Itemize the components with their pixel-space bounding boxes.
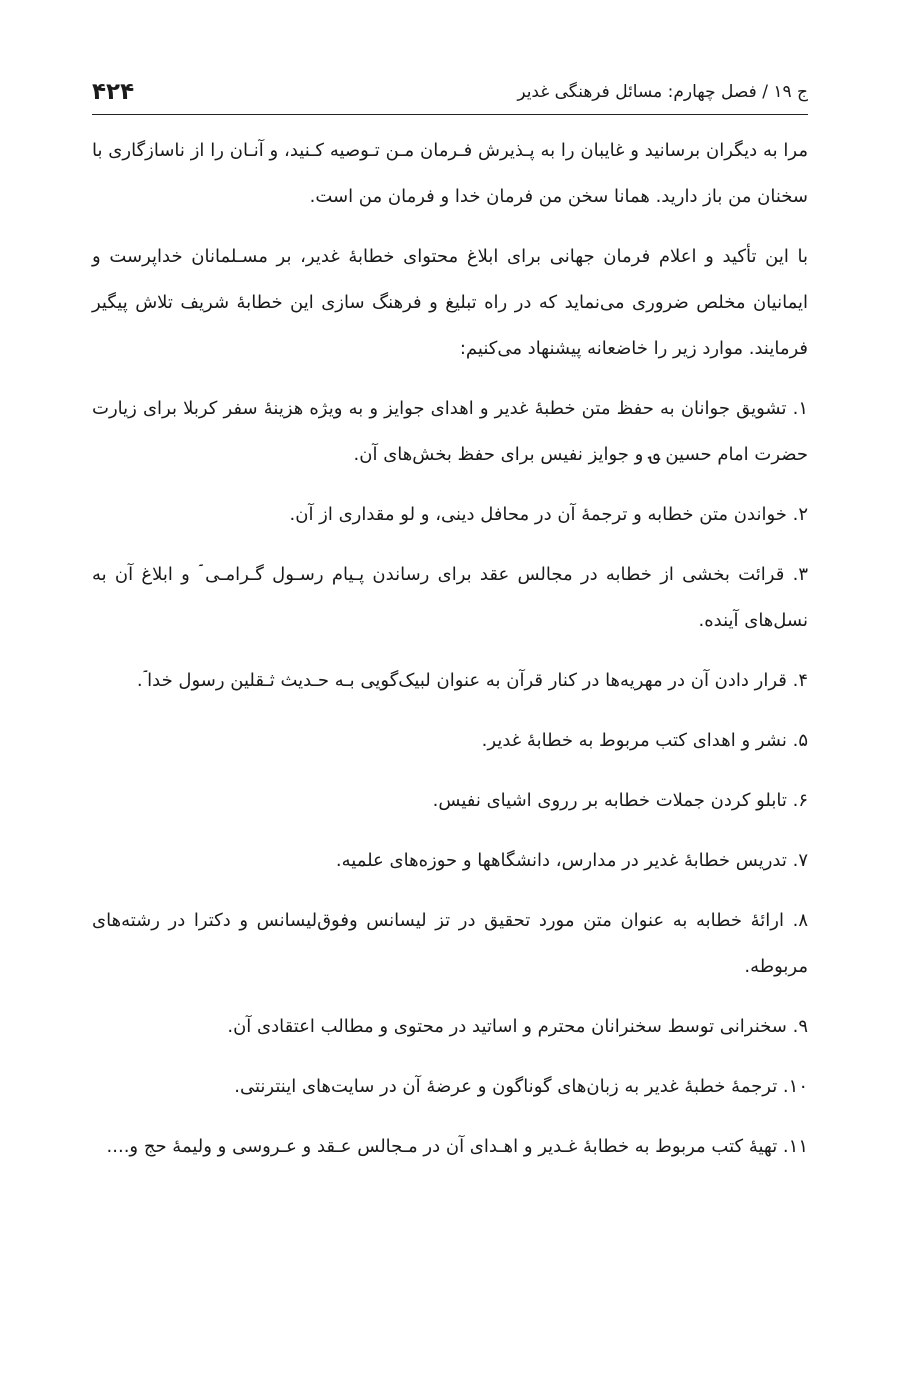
paragraph: مرا به دیگران برسانید و غایبان را به پـذیرش فـرمان مـن تـوصیه کـنید، و آنـان را از ناسازگاری با سخنان من باز دارید. همانا سخن من فرمان خدا و فرمان من است. bbox=[92, 140, 808, 207]
running-header bbox=[92, 70, 808, 115]
list-item: ۶. تابلو کردن جملات خطابه بر رروی اشیای نفیس. bbox=[432, 790, 808, 811]
list-item: ۹. سخنرانی توسط سخنرانان محترم و اساتید در محتوی و مطالب اعتقادی آن. bbox=[227, 1016, 808, 1037]
list-item: ۳. قرائت بخشی از خطابه در مجالس عقد برای رساندن پـیام رسـول گـرامـی ؐ و ابلاغ آن به نسل‌های آینده. bbox=[92, 564, 808, 631]
list-item: ۱۰. ترجمهٔ خطبهٔ غدیر به زبان‌های گوناگون و عرضهٔ آن در سایت‌های اینترنتی. bbox=[234, 1076, 808, 1097]
list-item: ۴. قرار دادن آن در مهریه‌ها در کنار قرآن به عنوان لبیک‌گویی بـه حـدیث ثـقلین رسول خدا ؐ. bbox=[136, 670, 808, 691]
body-text bbox=[92, 128, 808, 1184]
paragraph: با این تأکید و اعلام فرمان جهانی برای ابلاغ محتوای خطابهٔ غدیر، بر مسـلمانان خداپرست و ایمانیان مخلص ضروری می‌نماید که در راه تبلیغ و فرهنگ سازی این خطابهٔ شریف تلاش پیگیر فرمایند. موارد زیر را خاضعانه پیشنهاد می‌کنیم: bbox=[92, 246, 808, 359]
page-number: ۴۲۴ bbox=[92, 79, 135, 105]
list-item: ۱. تشویق جوانان به حفظ متن خطبهٔ غدیر و اهدای جوایز و به ویژه هزینهٔ سفر کربلا برای زیارت حضرت امام حسین ؈ و جوایز نفیس برای حفظ بخش‌های آن. bbox=[92, 398, 808, 465]
list-item: ۵. نشر و اهدای کتب مربوط به خطابهٔ غدیر. bbox=[481, 730, 808, 751]
list-item: ۱۱. تهیهٔ کتب مربوط به خطابهٔ غـدیر و اهـدای آن در مـجالس عـقد و عـروسی و ولیمهٔ حج و.... bbox=[106, 1136, 808, 1157]
running-title: ج ۱۹ / فصل چهارم: مسائل فرهنگی غدیر bbox=[517, 82, 808, 102]
list-item: ۸. ارائهٔ خطابه به عنوان متن مورد تحقیق در تز لیسانس وفوق‌لیسانس و دکترا در رشته‌های مربوطه. bbox=[92, 910, 808, 977]
list-item: ۲. خواندن متن خطابه و ترجمهٔ آن در محافل دینی، و لو مقداری از آن. bbox=[289, 504, 808, 525]
list-item: ۷. تدریس خطابهٔ غدیر در مدارس، دانشگاهها و حوزه‌های علمیه. bbox=[335, 850, 808, 871]
